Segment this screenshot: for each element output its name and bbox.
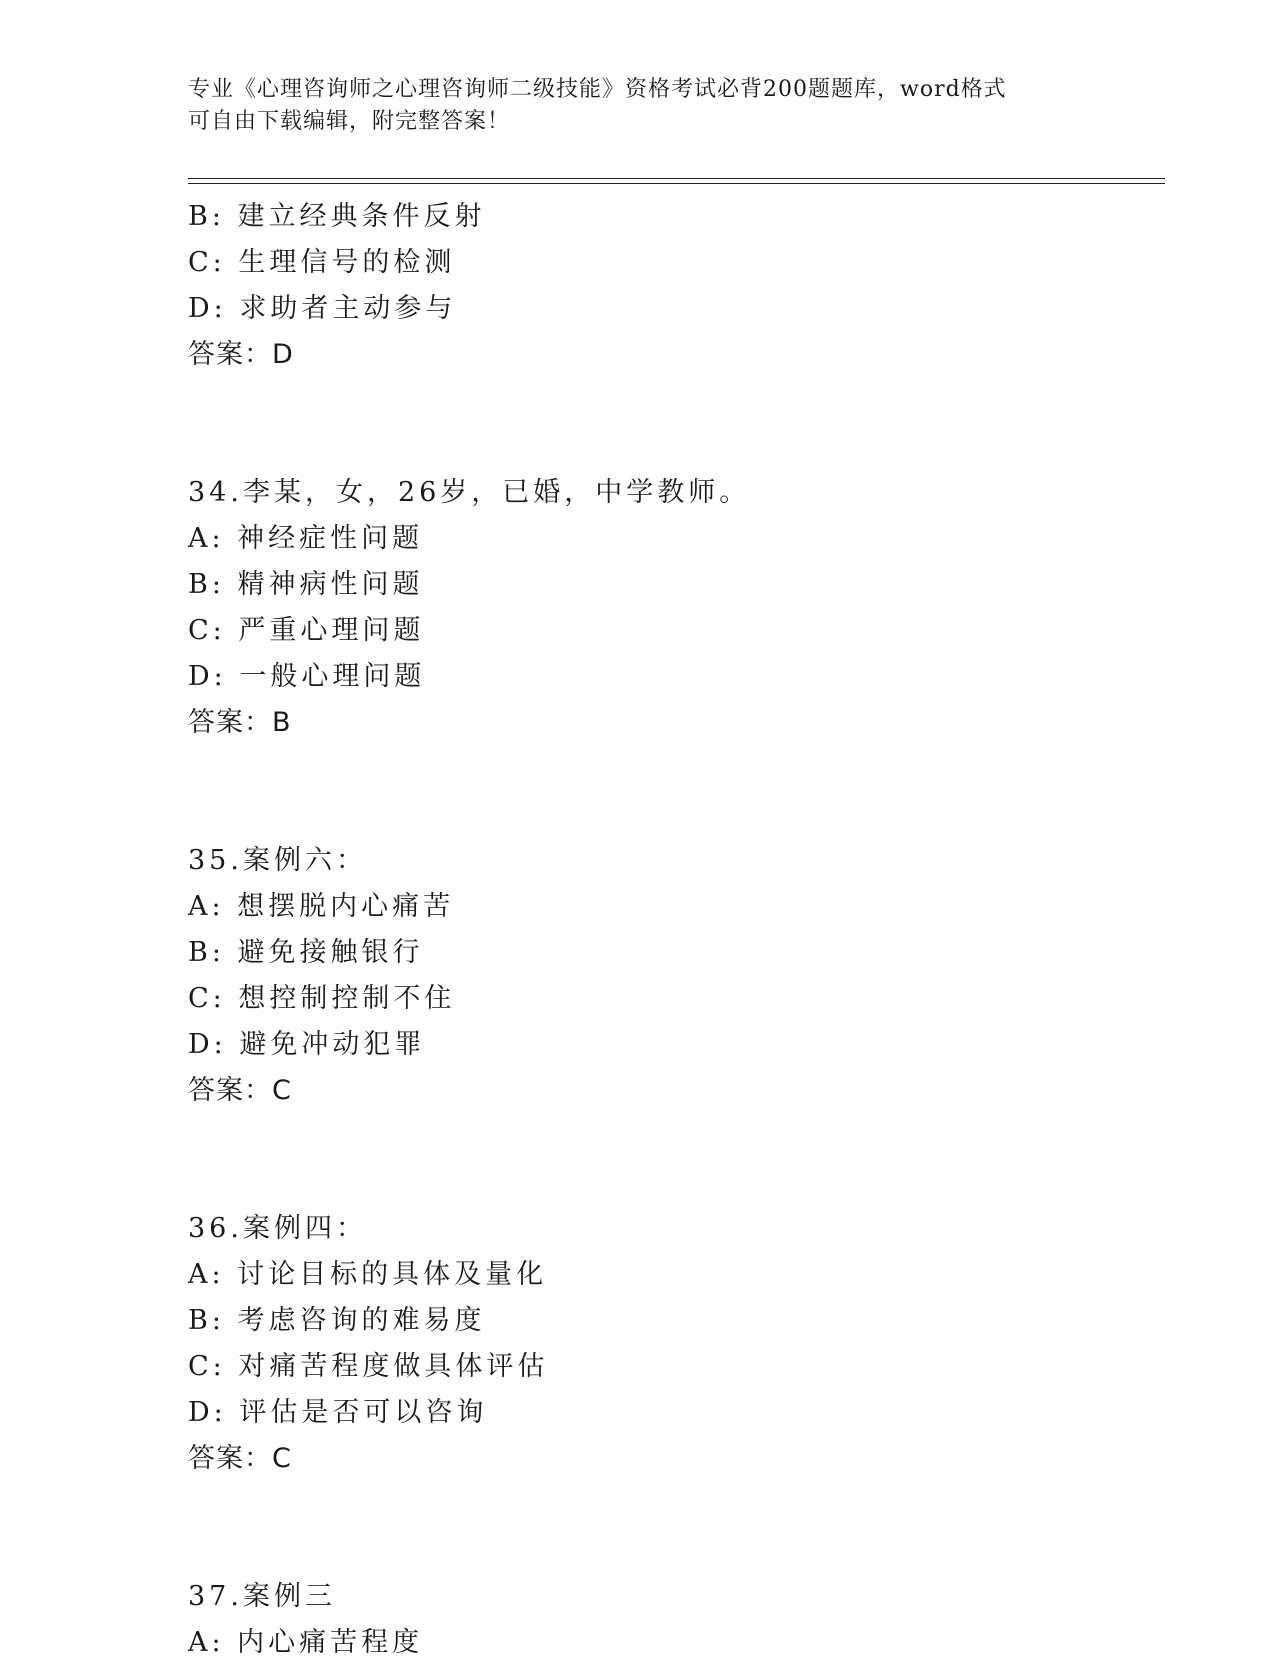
header-line-2: 可自由下载编辑，附完整答案！ [188,109,511,134]
spacer [188,746,1148,838]
option-b: B: 避免接触银行 [188,937,424,968]
question-title: 37.案例三 [188,1581,336,1612]
option-d: D: 评估是否可以咨询 [188,1397,488,1428]
option-a: A: 讨论目标的具体及量化 [188,1259,548,1290]
spacer [188,1114,1148,1206]
option-c: C: 对痛苦程度做具体评估 [188,1351,549,1382]
spacer [188,1482,1148,1574]
option-c: C: 生理信号的检测 [188,247,456,278]
question-list [188,194,1148,1666]
answer-line: 答案：C [188,1443,292,1474]
document-header [188,74,1088,138]
option-c: C: 想控制控制不住 [188,983,456,1014]
question-title: 34.李某，女，26岁，已婚，中学教师。 [188,477,751,508]
question-35 [188,838,1148,1114]
option-b: B: 建立经典条件反射 [188,201,486,232]
answer-line: 答案：B [188,707,292,738]
spacer [188,378,1148,470]
answer-line: 答案：C [188,1075,292,1106]
question-title: 36.案例四： [188,1213,367,1244]
option-b: B: 精神病性问题 [188,569,424,600]
header-line-1: 专业《心理咨询师之心理咨询师二级技能》资格考试必背200题题库，word格式 [188,77,1007,102]
header-divider-top [188,178,1165,179]
question-title: 35.案例六： [188,845,367,876]
option-d: D: 一般心理问题 [188,661,426,692]
option-a: A: 内心痛苦程度 [188,1627,424,1658]
option-b: B: 考虑咨询的难易度 [188,1305,486,1336]
continued-question [188,194,1148,378]
option-a: A: 神经症性问题 [188,523,424,554]
question-36 [188,1206,1148,1482]
option-d: D: 求助者主动参与 [188,293,457,324]
option-c: C: 严重心理问题 [188,615,425,646]
option-a: A: 想摆脱内心痛苦 [188,891,455,922]
question-37 [188,1574,1148,1666]
answer-line: 答案：D [188,339,294,370]
header-divider-bottom [188,183,1165,184]
question-34 [188,470,1148,746]
option-d: D: 避免冲动犯罪 [188,1029,426,1060]
